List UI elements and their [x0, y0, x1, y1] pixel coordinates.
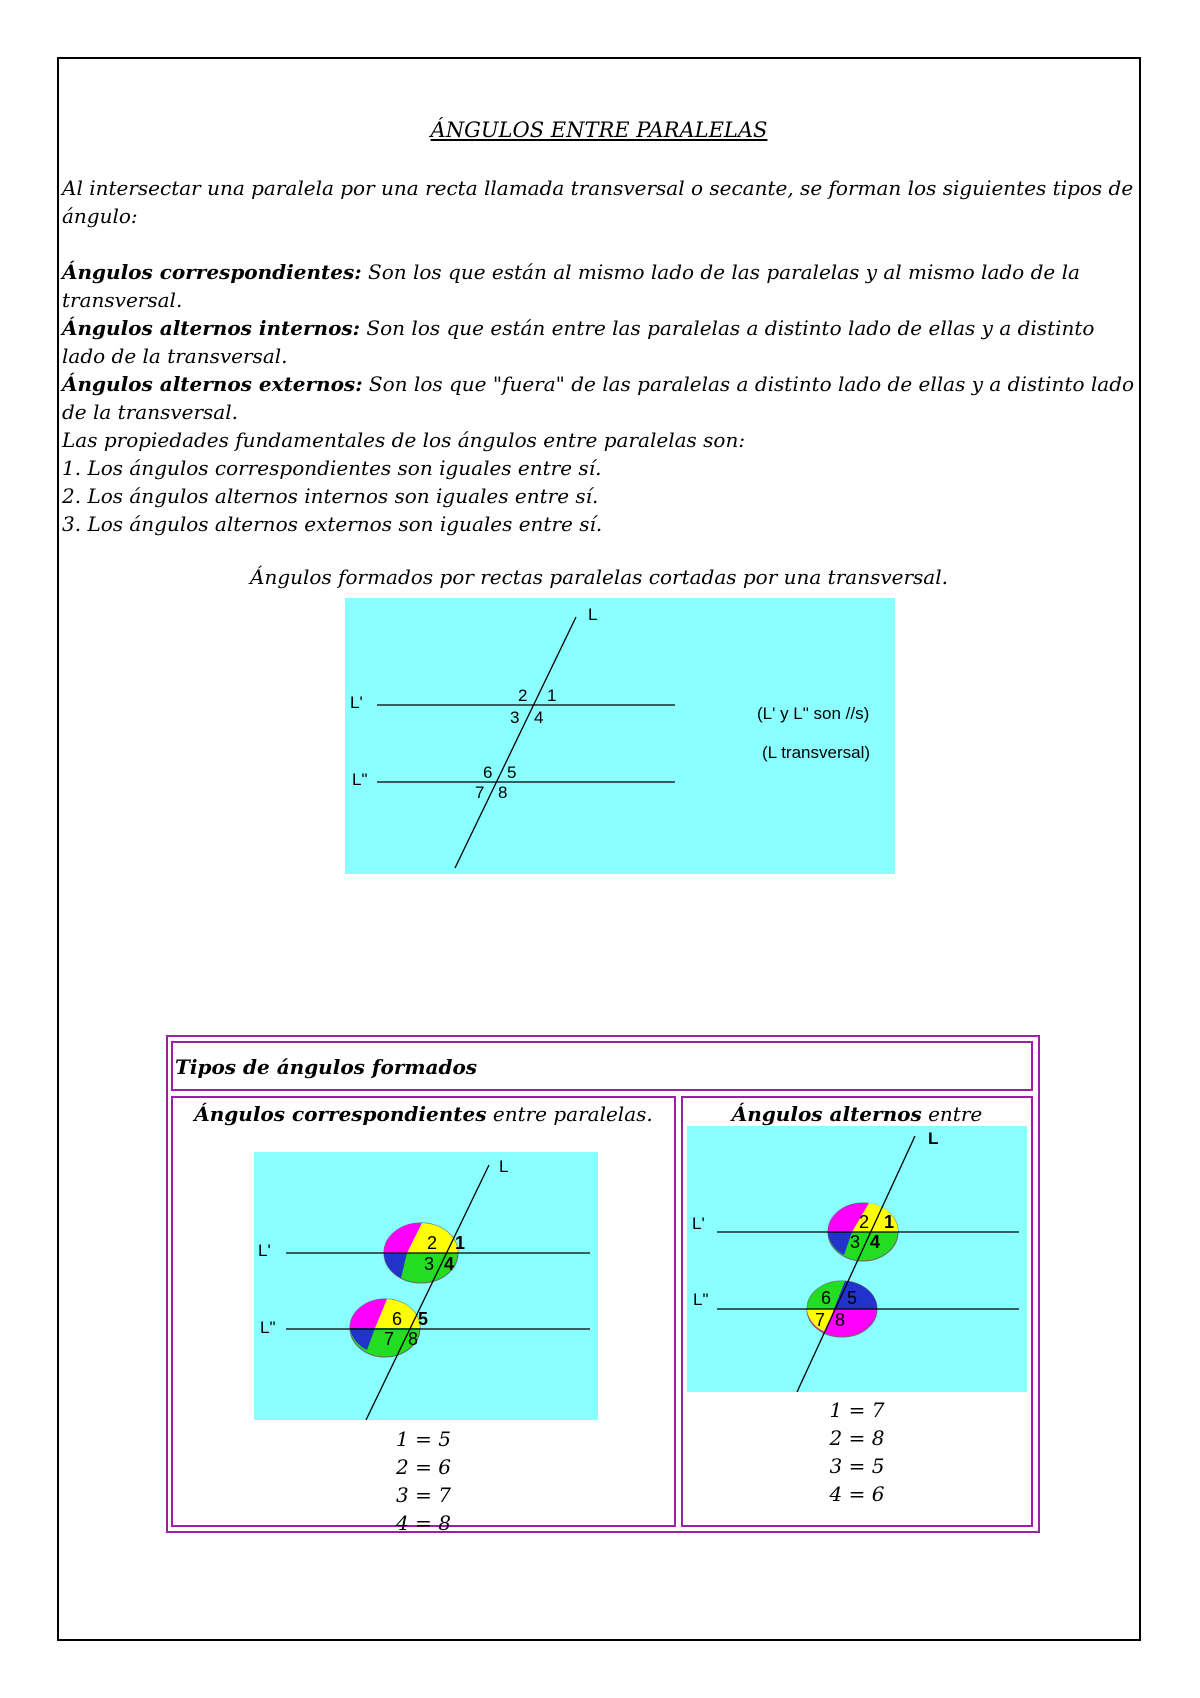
definition-text: Son los que están al mismo lado de las paralelas y al mismo lado de la transversal.: [62, 260, 1080, 312]
alternos-equations: [683, 1396, 1031, 1508]
angle-1: 1: [884, 1212, 895, 1232]
note-transversal: (L transversal): [762, 743, 871, 762]
label-l: L: [928, 1129, 939, 1148]
angle-6: 6: [483, 763, 493, 782]
alternos-figure: [687, 1126, 1027, 1392]
transversal-line: [366, 1165, 489, 1420]
property-item: 1. Los ángulos correspondientes son iguales entre sí.: [62, 456, 602, 480]
body-text: [62, 174, 1137, 538]
parallel-lines-figure: [345, 598, 895, 874]
page-title: ÁNGULOS ENTRE PARALELAS: [430, 118, 768, 142]
caption-bold: Ángulos alternos: [731, 1102, 922, 1126]
label-l1: L': [692, 1214, 705, 1233]
note-parallel: (L' y L" son //s): [757, 704, 870, 723]
equation: 1 = 5: [396, 1427, 451, 1451]
transversal-line: [797, 1136, 915, 1392]
angle-3: 3: [510, 708, 520, 727]
equation: 2 = 8: [829, 1426, 885, 1450]
caption-rest: entre paralelas.: [486, 1102, 653, 1126]
angle-6: 6: [821, 1288, 832, 1308]
correspondientes-figure: [254, 1152, 598, 1420]
equation: 3 = 5: [829, 1454, 885, 1478]
correspondientes-equations: [173, 1425, 674, 1537]
label-l1: L': [350, 693, 363, 712]
equation: 1 = 7: [829, 1398, 885, 1422]
angle-6: 6: [392, 1309, 403, 1329]
definition-term: Ángulos alternos internos:: [62, 316, 361, 340]
label-l2: L": [260, 1318, 276, 1337]
label-l1: L': [258, 1241, 271, 1260]
angle-8: 8: [835, 1310, 846, 1330]
angle-8: 8: [498, 783, 508, 802]
definition-alternos-externos: [62, 370, 1137, 426]
correspondientes-cell: [171, 1096, 676, 1535]
angle-4: 4: [444, 1254, 455, 1274]
angle-2: 2: [518, 686, 528, 705]
equation: 4 = 6: [829, 1482, 885, 1506]
angle-5: 5: [847, 1288, 858, 1308]
angle-7: 7: [815, 1310, 826, 1330]
angle-1: 1: [455, 1233, 466, 1253]
equation: 4 = 8: [396, 1511, 451, 1535]
definition-text: Son los que "fuera" de las paralelas a distinto lado de ellas y a distinto lado de la transversal.: [62, 372, 1135, 424]
label-l2: L": [352, 770, 368, 789]
alternos-cell: [681, 1096, 1033, 1527]
angle-7: 7: [384, 1329, 395, 1349]
caption-bold: Ángulos correspondientes: [194, 1102, 487, 1126]
label-l2: L": [693, 1290, 709, 1309]
table-header: [171, 1041, 1033, 1091]
angle-2: 2: [427, 1233, 438, 1253]
figure-caption: Ángulos formados por rectas paralelas cortadas por una transversal.: [250, 565, 948, 589]
definition-correspondientes: [62, 258, 1137, 314]
definition-alternos-internos: [62, 314, 1137, 370]
table-header-text: Tipos de ángulos formados: [175, 1055, 478, 1079]
parallel-lines-diagram: [345, 598, 895, 874]
angle-7: 7: [475, 783, 485, 802]
definition-text: Son los que están entre las paralelas a distinto lado de ellas y a distinto lado de la transversal.: [62, 316, 1095, 368]
correspondientes-diagram: [254, 1152, 598, 1420]
equation: 3 = 7: [396, 1483, 451, 1507]
correspondientes-caption: [173, 1102, 674, 1126]
definition-term: Ángulos correspondientes:: [62, 260, 362, 284]
angle-5: 5: [507, 763, 517, 782]
alternos-diagram: [687, 1126, 1027, 1392]
angle-5: 5: [418, 1309, 429, 1329]
equation: 2 = 6: [396, 1455, 451, 1479]
transversal-line: [455, 617, 576, 868]
caption-rest: entre: [928, 1102, 983, 1126]
label-l: L: [499, 1157, 509, 1176]
angle-2: 2: [859, 1212, 870, 1232]
angle-1: 1: [547, 686, 557, 705]
intro-paragraph: Al intersectar una paralela por una recta llamada transversal o secante, se forman los siguientes tipos de ángulo:: [62, 176, 1134, 228]
label-l: L: [588, 605, 598, 624]
angle-3: 3: [850, 1232, 861, 1252]
property-item: 3. Los ángulos alternos externos son iguales entre sí.: [62, 512, 603, 536]
angle-4: 4: [534, 708, 544, 727]
angle-8: 8: [408, 1329, 419, 1349]
definition-term: Ángulos alternos externos:: [62, 372, 363, 396]
angle-4: 4: [870, 1232, 881, 1252]
property-item: 2. Los ángulos alternos internos son iguales entre sí.: [62, 484, 599, 508]
properties-intro: Las propiedades fundamentales de los ángulos entre paralelas son:: [62, 428, 746, 452]
angle-3: 3: [424, 1254, 435, 1274]
